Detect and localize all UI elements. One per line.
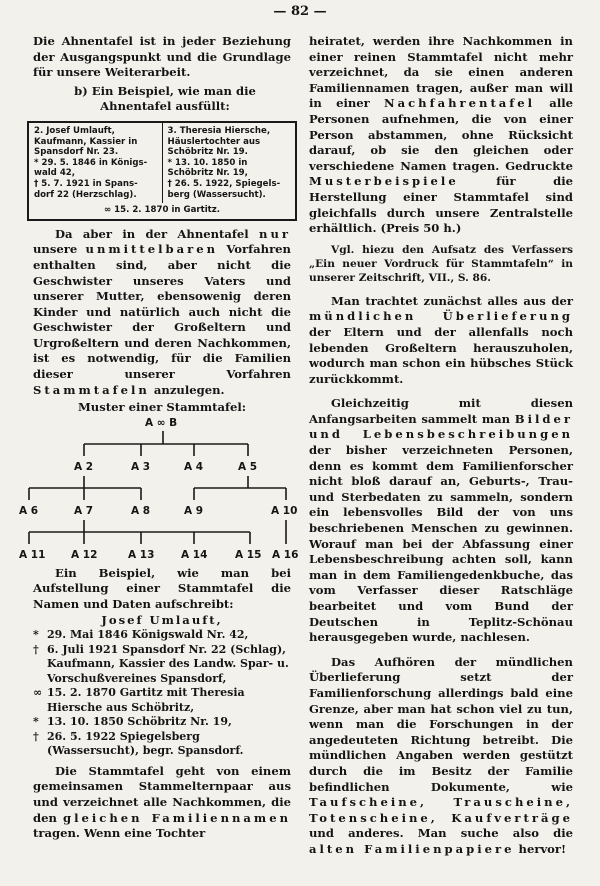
box-line: † 5. 7. 1921 in Spans-: [34, 178, 138, 189]
paragraph-oral-tradition: Man trachtet zunächst alles aus der mündlichen Überlieferung der Eltern und der allenfalls noch lebenden Großeltern herauszuholen, wodurch man schon ein hübsches Stück zurückkommt.: [309, 293, 573, 386]
life-entry: * 29. Mai 1846 Königswald Nr. 42,: [33, 628, 249, 642]
tree-node: A 15: [235, 548, 262, 561]
left-column: [19, 34, 299, 842]
tree-node: A 7: [74, 504, 94, 517]
tree-node: A 13: [128, 548, 155, 561]
box-line: Schöbritz Nr. 19,: [167, 168, 248, 179]
paragraph-biographies: Gleichzeitig mit diesen Anfangsarbeiten sammelt man Bilder und Lebensbeschreibungen der bisher verzeichneten Personen, denn es kommt dem Familienforscher nicht bloß darauf an, Geburts-, Trau- und Sterbedaten zu sammeln, sondern ein lebensvolles Bild der von uns beschriebenen Menschen zu gewinnen. Worauf man bei der Abfassung einer Lebensbeschreibung achten soll, kann man in dem Familiengedenkbuche, das vom Verfasser dieser Ratschläge bearbeitet und vom Bund der Deutschen in Teplitz-Schönau herausgegeben wurde, nachlesen.: [309, 396, 573, 645]
box-line: * 29. 5. 1846 in Königs-: [34, 157, 148, 168]
box-line: † 26. 5. 1922, Spiegels-: [167, 178, 281, 189]
box-line: 2. Josef Umlauft,: [34, 125, 115, 136]
box-marriage-line: ∞ 15. 2. 1870 in Gartitz.: [103, 205, 221, 216]
life-entry: ∞ 15. 2. 1870 Gartitz mit Theresia Hiersche aus Schöbritz,: [33, 686, 245, 714]
life-entry: † 6. Juli 1921 Spansdorf Nr. 22 (Schlag), Kaufmann, Kassier des Landw. Spar- u. Vorschußvereines Spansdorf,: [33, 642, 289, 685]
tree-node: A 3: [131, 460, 151, 473]
box-line: 3. Theresia Hiersche,: [167, 125, 271, 136]
ancestor-example-box: [27, 121, 297, 221]
tree-node: A 10: [271, 504, 298, 517]
person-name: Josef Umlauft,: [101, 612, 223, 627]
tree-node: A 12: [71, 548, 98, 561]
birth-symbol: *: [33, 715, 39, 729]
death-symbol: †: [33, 729, 39, 743]
marriage-symbol: ∞: [33, 686, 43, 700]
tree-node: A 2: [74, 460, 94, 473]
paragraph-nachfahrentafel: heiratet, werden ihre Nachkommen in einer reinen Stammtafel nicht mehr verzeichnet, da sie einen anderen Familiennamen tragen, außer man will in einer Nachfahrentafel alle Personen aufnehmen, die von einer Person abstammen, ohne Rücksicht darauf, ob sie den gleichen oder verschiedene Namen tragen. Gedruckte Musterbeispiele für die Herstellung einer Stammtafel sind gleichfalls durch unsere Zentralstelle erhältlich. (Preis 50 h.): [309, 34, 574, 236]
box-line: Kaufmann, Kassier in: [34, 136, 138, 147]
paragraph-ancestor-limits: Da aber in der Ahnentafel nur unsere unmittelbaren Vorfahren enthalten sind, aber nicht die Geschwister unseres Vaters und unserer Mutter, ebensowenig deren Kinder und natürlich auch nicht die Geschwister der Großeltern und Urgroßeltern und deren Nachkommen, ist es notwendig, für die Familien dieser unserer Vorfahren Stammtafeln anzulegen.: [33, 226, 291, 397]
box-cell-mother: [162, 123, 296, 203]
example-subheading: b) Ein Beispiel, wie man die Ahnentafel ausfüllt:: [74, 83, 256, 114]
tree-node: A 16: [272, 548, 299, 561]
paragraph-documents: Das Aufhören der mündlichen Überlieferung setzt der Familienforschung allerdings bald eine Grenze, aber man hat schon viel zu tun, wenn man die Forschungen in der angedeuteten Richtung betreibt. Die mündlichen Angaben werden gestützt durch die im Besitz der Familie befindlichen Dokumente, wie Taufscheine, Trauscheine, Totenscheine, Kaufverträge und anderes. Man suche also die alten Familienpapiere hervor!: [309, 654, 573, 856]
tree-title: Muster einer Stammtafel:: [77, 400, 247, 415]
tree-node: A 6: [19, 504, 39, 517]
box-line: Schöbritz Nr. 19.: [167, 147, 248, 158]
paragraph-stammtafel-example: Ein Beispiel, wie man bei Aufstellung einer Stammtafel die Namen und Daten aufschreibt:: [33, 565, 291, 612]
tree-node: A 9: [184, 504, 204, 517]
paragraph-stammtafel-scope: Die Stammtafel geht von einem gemeinsamen Stammelternpaar aus und verzeichnet alle Nachkommen, die den gleichen Familiennamen tragen. Wenn eine Tochter: [33, 763, 292, 841]
box-line: wald 42,: [34, 168, 76, 179]
right-column: [309, 34, 573, 858]
death-symbol: †: [33, 642, 39, 656]
life-entry: † 26. 5. 1922 Spiegelsberg (Wassersucht), begr. Spansdorf.: [33, 729, 244, 758]
tree-node-root: A ∞ B: [145, 416, 178, 429]
intro-paragraph: Die Ahnentafel ist in jeder Beziehung der Ausgangspunkt und die Grundlage für unsere Weiterarbeit.: [33, 34, 291, 80]
life-entry: * 13. 10. 1850 Schöbritz Nr. 19,: [33, 715, 232, 729]
birth-symbol: *: [33, 628, 39, 642]
box-line: Spansdorf Nr. 23.: [34, 147, 119, 158]
box-line: berg (Wassersucht).: [167, 189, 266, 200]
page-number: — 82 —: [273, 4, 327, 19]
tree-connectors: [19, 416, 305, 591]
tree-node: A 14: [181, 548, 208, 561]
footnote-reference: Vgl. hiezu den Aufsatz des Verfassers „Ein neuer Vordruck für Stammtafeln“ in unserer Zeitschrift, VII., S. 86.: [309, 243, 573, 284]
box-line: dorf 22 (Herzschlag).: [34, 189, 137, 200]
box-line: * 13. 10. 1850 in: [167, 157, 248, 168]
tree-node: A 4: [184, 460, 204, 473]
tree-node: A 5: [238, 460, 258, 473]
family-tree-diagram: [19, 416, 305, 591]
tree-node: A 11: [19, 548, 46, 561]
tree-node: A 8: [131, 504, 151, 517]
box-cell-father: [29, 123, 162, 203]
box-line: Häuslertochter aus: [167, 136, 261, 147]
